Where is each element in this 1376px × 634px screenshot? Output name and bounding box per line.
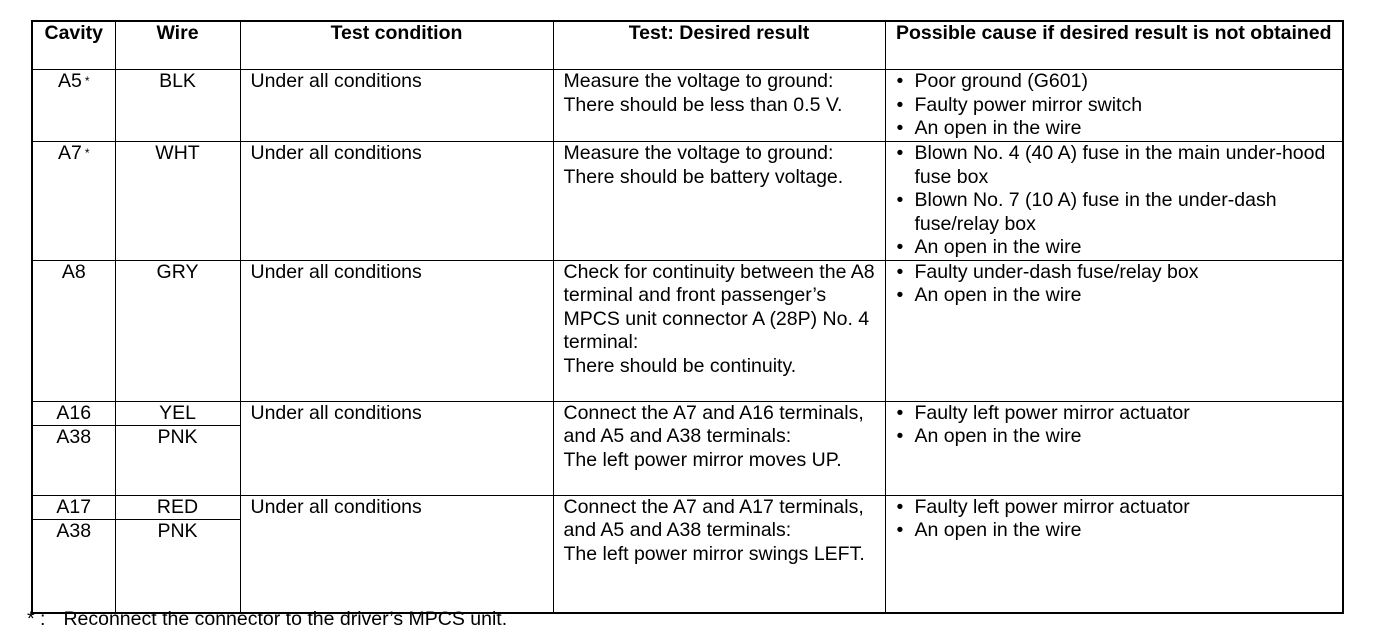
result-line: There should be continuity. <box>563 354 797 377</box>
star-mark: * <box>84 74 90 88</box>
wire-value: YEL <box>116 402 240 427</box>
bullet-icon: • <box>896 519 904 541</box>
wire-value: BLK <box>159 70 196 92</box>
condition-cell: Under all conditions <box>240 495 553 613</box>
header-row <box>32 21 1343 70</box>
causes-list <box>896 142 1335 260</box>
result-line: Connect the A7 and A16 terminals, and A5 and A38 terminals: <box>563 401 864 447</box>
diagnostic-table <box>31 20 1344 614</box>
table-row <box>32 260 1343 401</box>
result-line: The left power mirror swings LEFT. <box>563 542 865 565</box>
causes-cell <box>885 260 1343 401</box>
footnote-mark: * : <box>27 608 46 630</box>
causes-cell <box>885 142 1343 261</box>
condition-cell: Under all conditions <box>240 260 553 401</box>
list-item: • Faulty under-dash fuse/relay box <box>896 260 1199 283</box>
result-line: Measure the voltage to ground: <box>563 70 834 92</box>
wire-value: GRY <box>156 260 199 283</box>
result-line: Measure the voltage to ground: <box>563 142 834 164</box>
result-line: There should be less than 0.5 V. <box>563 93 843 116</box>
causes-cell <box>885 70 1343 142</box>
list-item: • An open in the wire <box>896 236 1082 258</box>
bullet-icon: • <box>896 117 904 139</box>
cavity-value: A38 <box>56 520 92 542</box>
result-line: There should be battery voltage. <box>563 165 844 188</box>
cavity-cell <box>32 142 115 261</box>
causes-list <box>896 261 1335 308</box>
list-item: • Blown No. 7 (10 A) fuse in the under-dash fuse/relay box <box>896 189 1277 235</box>
list-item: • Faulty power mirror switch <box>896 93 1143 116</box>
footnote <box>27 608 507 632</box>
wire-value: PNK <box>157 426 198 448</box>
cavity-cell <box>32 401 115 495</box>
table-row <box>32 142 1343 261</box>
list-item: • Poor ground (G601) <box>896 70 1088 92</box>
wire-value: PNK <box>157 520 198 542</box>
wire-cell <box>115 401 240 495</box>
result-cell <box>553 70 885 142</box>
bullet-icon: • <box>896 142 904 164</box>
bullet-icon: • <box>896 93 904 116</box>
list-item: • Faulty left power mirror actuator <box>896 495 1190 518</box>
bullet-icon: • <box>896 260 904 283</box>
result-line: The left power mirror moves UP. <box>563 448 842 471</box>
list-item: • Blown No. 4 (40 A) fuse in the main under-hood fuse box <box>896 142 1326 188</box>
header-test-condition: Test condition <box>240 21 553 70</box>
result-cell <box>553 495 885 613</box>
cavity-value: A5 <box>57 70 82 92</box>
footnote-text: Reconnect the connector to the driver’s MPCS unit. <box>63 608 508 630</box>
cavity-value: A7 <box>57 142 82 164</box>
bullet-icon: • <box>896 425 904 447</box>
wire-cell <box>115 260 240 401</box>
wire-cell <box>115 70 240 142</box>
wire-cell <box>115 142 240 261</box>
bullet-icon: • <box>896 284 904 306</box>
condition-cell: Under all conditions <box>240 401 553 495</box>
result-line: Connect the A7 and A17 terminals, and A5 and A38 terminals: <box>563 495 864 541</box>
list-item: • An open in the wire <box>896 519 1082 541</box>
causes-list <box>896 402 1335 449</box>
cavity-cell <box>32 495 115 613</box>
result-cell <box>553 142 885 261</box>
star-mark: * <box>84 146 90 160</box>
result-line: Check for continuity between the A8 terminal and front passenger’s MPCS unit connector A (28P) No. 4 terminal: <box>563 260 875 353</box>
bullet-icon: • <box>896 189 904 211</box>
cavity-value: A16 <box>33 402 115 427</box>
cavity-value: A8 <box>61 260 86 283</box>
cavity-cell <box>32 70 115 142</box>
wire-value: RED <box>116 496 240 521</box>
condition-cell: Under all conditions <box>240 70 553 142</box>
list-item: • An open in the wire <box>896 284 1082 306</box>
causes-cell <box>885 495 1343 613</box>
header-possible-cause: Possible cause if desired result is not obtained <box>885 21 1343 70</box>
wire-value: WHT <box>155 142 200 164</box>
wire-cell <box>115 495 240 613</box>
bullet-icon: • <box>896 70 904 92</box>
table-row <box>32 70 1343 142</box>
header-cavity: Cavity <box>32 21 115 70</box>
causes-list <box>896 70 1335 141</box>
result-cell <box>553 401 885 495</box>
table-row <box>32 401 1343 495</box>
cavity-value: A17 <box>33 496 115 521</box>
bullet-icon: • <box>896 401 904 424</box>
condition-cell: Under all conditions <box>240 142 553 261</box>
causes-cell <box>885 401 1343 495</box>
causes-list <box>896 496 1335 543</box>
bullet-icon: • <box>896 236 904 258</box>
list-item: • Faulty left power mirror actuator <box>896 401 1190 424</box>
header-wire: Wire <box>115 21 240 70</box>
list-item: • An open in the wire <box>896 425 1082 447</box>
cavity-value: A38 <box>56 426 92 448</box>
list-item: • An open in the wire <box>896 117 1082 139</box>
table-row <box>32 495 1343 613</box>
result-cell <box>553 260 885 401</box>
bullet-icon: • <box>896 495 904 518</box>
cavity-cell <box>32 260 115 401</box>
header-desired-result: Test: Desired result <box>553 21 885 70</box>
